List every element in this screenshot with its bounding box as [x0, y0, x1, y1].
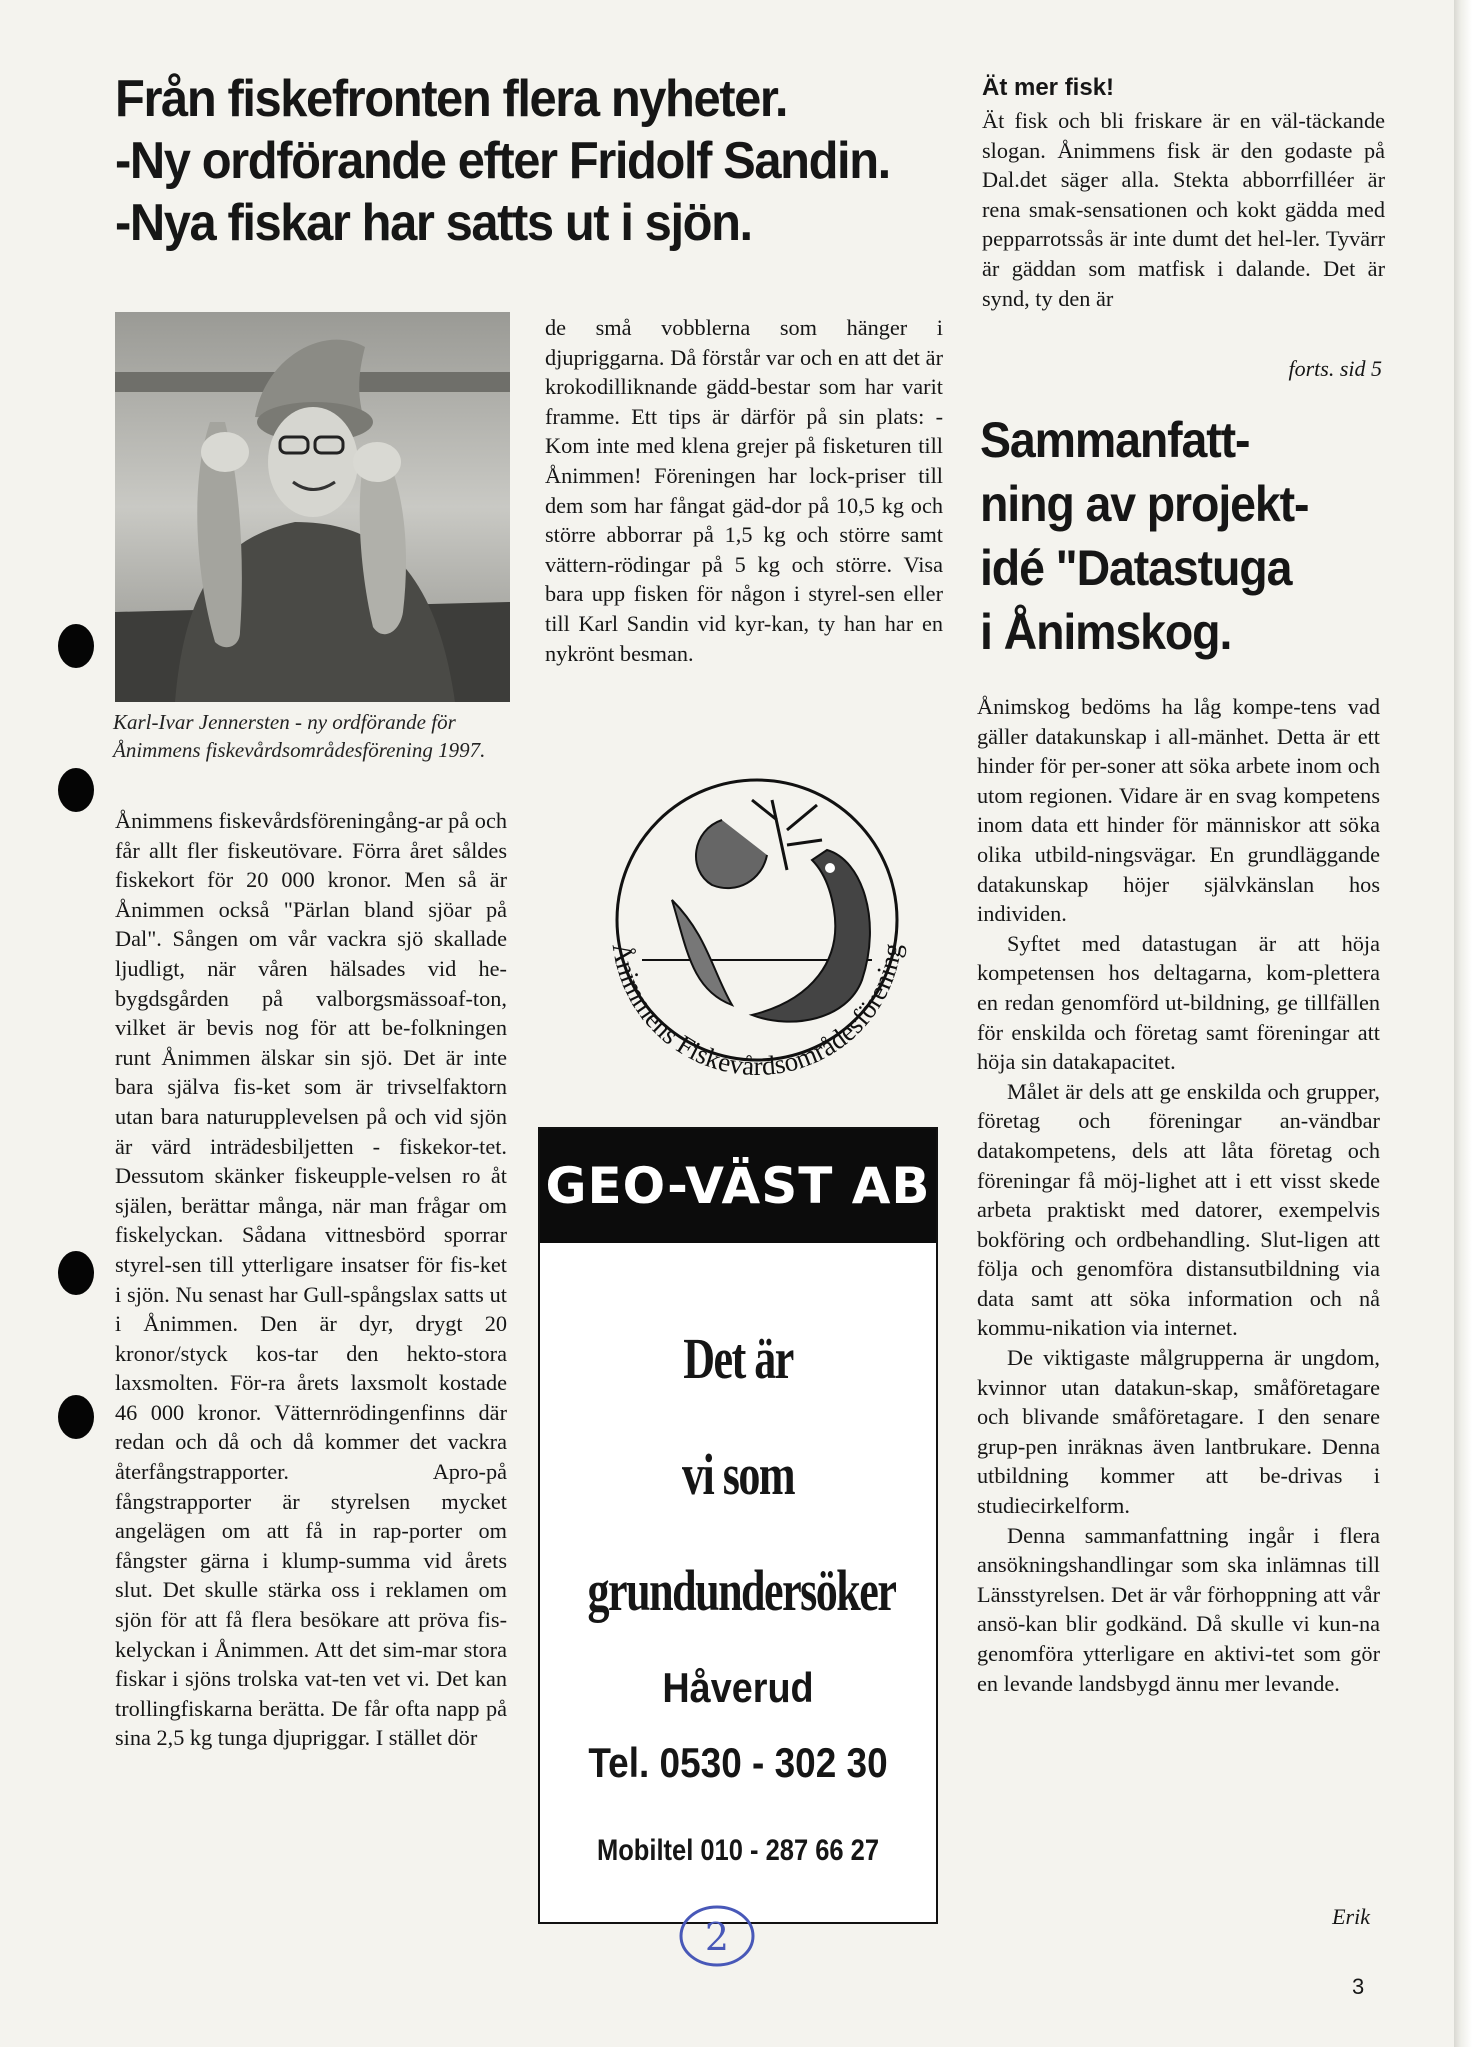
author-signature: Erik — [1332, 1904, 1370, 1929]
summary-paragraph: Ånimskog bedöms ha låg kompe-tens vad gäller datakunskap i all-mänhet. Detta är ett hinder för per-soner att söka arbete inom och utom regionen. Vidare är en svag kompetens inom data ett hinder för människor att söka olika utbild-ningsvägar. En grundläggande datakunskap höjer självkänslan hos individen. — [977, 694, 1380, 927]
summary-title-line: Sammanfatt- — [980, 412, 1250, 468]
caption-line: Ånimmens fiskevårdsområdesförening 1997. — [113, 738, 486, 762]
binder-hole — [58, 1251, 94, 1295]
handwritten-number: 2 — [704, 1915, 730, 1959]
continued-note: forts. sid 5 — [1288, 356, 1382, 381]
geo-vast-advertisement — [538, 1127, 938, 1924]
summary-paragraph: Målet är dels att ge enskilda och grupper, företag och föreningar an-vändbar datakompetens, dels att låta företag och föreningar få möj-lighet att i ett visst skede arbeta praktiskt med datorer, exempelvis bokföring och ordbehandling. Slut-ligen att följa och genomföra distansutbildning via data samt att söka information och nå kommu-nikation via internet. — [977, 1078, 1380, 1341]
summary-title-line: ning av projekt- — [980, 476, 1309, 532]
ad-slogan-line: Det är — [683, 1326, 793, 1391]
logo-ring-text: Ånimmens Fiskevårdsområdesförening — [606, 940, 908, 1082]
summary-paragraph: Denna sammanfattning ingår i flera ansökningshandlingar som ska inlämnas till Länsstyrelsen. Det är vår förhoppning att vår ansö-kan blir godkänd. Då skulle vi kun-na genomföra ytterligare en aktivi-tet som gör en levande landsbygd ännu mer levande. — [977, 1522, 1380, 1696]
handwritten-circled-number — [677, 1902, 757, 1970]
sidebar-subhead: Ät mer fisk! — [982, 74, 1115, 101]
fish-emblem-icon — [572, 760, 942, 1110]
article-body-middle: de små vobblerna som hänger i djupriggarna. Då förstår var och en att det är krokodilliknande gädd-bestar som har varit framme. Ett tips är därför på sin plats: - Kom inte med klena grejer på fisketuren till Ånimmen! Föreningen har lock-priser till dem som har fångat gäd-dor på 10,5 kg och större abborrar på 1,5 kg och större samt vättern-rödingar på 5 kg och större. Visa bara upp fisken för någon i styrel-sen eller till Karl Sandin vid kyr-kan, ty han har en nykrönt besman. — [545, 315, 943, 666]
portrait-photo — [115, 312, 510, 702]
page-number: 3 — [1352, 1974, 1365, 1999]
ad-slogan-line: vi som — [681, 1442, 795, 1507]
sidebar-body: Ät fisk och bli friskare är en väl-täckande slogan. Ånimmens fisk är den godaste på Dal.det säger alla. Stekta abborrfilléer är rena smak-sensationen och kokt gädda med pepparrotssås är inte dumt det hel-ler. Tyvärr är gäddan som matfisk i dalande. Det är synd, ty den är — [982, 108, 1385, 311]
fishing-association-logo — [572, 760, 942, 1110]
photo-illustration — [115, 312, 510, 702]
summary-paragraph: Syftet med datastugan är att höja kompetensen hos deltagarna, kom-plettera en redan genomförd ut-bildning, ge tillfällen för enskilda och företag samt föreningar att höja sin datakapacitet. — [977, 930, 1380, 1075]
main-headline — [115, 68, 923, 254]
summary-title-line: idé "Datastuga — [980, 540, 1292, 596]
summary-paragraph: De viktigaste målgrupperna är ungdom, kvinnor utan datakun-skap, småföretagare och blivande småföretagare. I den senare grup-pen inräknas även lantbrukare. Denna utbildning kommer att be-drivas i studiecirkelform. — [977, 1345, 1380, 1519]
summary-title — [980, 408, 1371, 664]
ad-slogan-line: grundundersöker — [587, 1558, 896, 1623]
article-body-left: Ånimmens fiskevårdsföreningång-ar på och får allt fler fiskeutövare. Förra året såldes fiskekort för 20 000 kronor. Men så är Ånimmen också "Pärlan bland sjöar på Dal". Sången om vår vackra sjö skallade ljudligt, när våren hälsades vid he-bygdsgården på valborgsmässoaf-ton, vilket är bevis nog för att be-folkningen runt Ånimmen älskar sin sjö. Det är inte bara själva fis-ket som är trivselfaktorn utan bara naturupplevelsen på och vid sjön är värd inträdesbiljetten - fiskekor-tet. Dessutom skänker fiskeupple-velsen ro åt själen, berättar många, när man frågar om fiskelyckan. Sådana vittnesbörd sporrar styrel-sen till ytterligare insatser för fis-ket i sjön. Nu senast har Gull-spångslax satts ut i Ånimmen. Den är dyr, drygt 20 kronor/styck kos-tar den hekto-stora laxsmolten. För-ra årets laxsmolt kostade 46 000 kronor. Vätternrödingenfinns där redan och då och då kommer det vackra återfångstrapporter. Apro-på fångstrapporter är styrelsen mycket angelägen om att få in rap-porter om fångster gärna i klump-summa vid årets slut. Det skulle stärka oss i reklamen om sjön för att få flera besökare att pröva fis-kelyckan i Ånimmen. Att det sim-mar stora fiskar i sjöns trolska vat-ten vet vi. Det kan trollingfiskarna berätta. De får ofta napp på sina 2,5 kg tunga djupriggar. I stället dör — [115, 808, 507, 1751]
binder-hole — [58, 768, 94, 812]
ad-slogan — [587, 1301, 896, 1649]
summary-title-line: i Ånimskog. — [980, 604, 1232, 660]
caption-line: Karl-Ivar Jennersten - ny ordförande för — [113, 710, 456, 734]
photo-caption — [113, 708, 515, 764]
headline-line: -Nya fiskar har satts ut i sjön. — [115, 194, 752, 252]
summary-body — [977, 692, 1380, 1698]
binder-hole — [58, 1395, 94, 1439]
ad-location: Håverud — [662, 1664, 814, 1711]
ad-company-banner: GEO-VÄST AB — [540, 1129, 936, 1243]
headline-line: Från fiskefronten flera nyheter. — [115, 70, 787, 128]
headline-line: -Ny ordförande efter Fridolf Sandin. — [115, 132, 890, 190]
page-edge — [1454, 0, 1472, 2047]
binder-hole — [58, 624, 94, 668]
ad-mobile-phone: Mobiltel 010 - 287 66 27 — [596, 1834, 880, 1867]
ad-phone: Tel. 0530 - 302 30 — [588, 1739, 888, 1786]
